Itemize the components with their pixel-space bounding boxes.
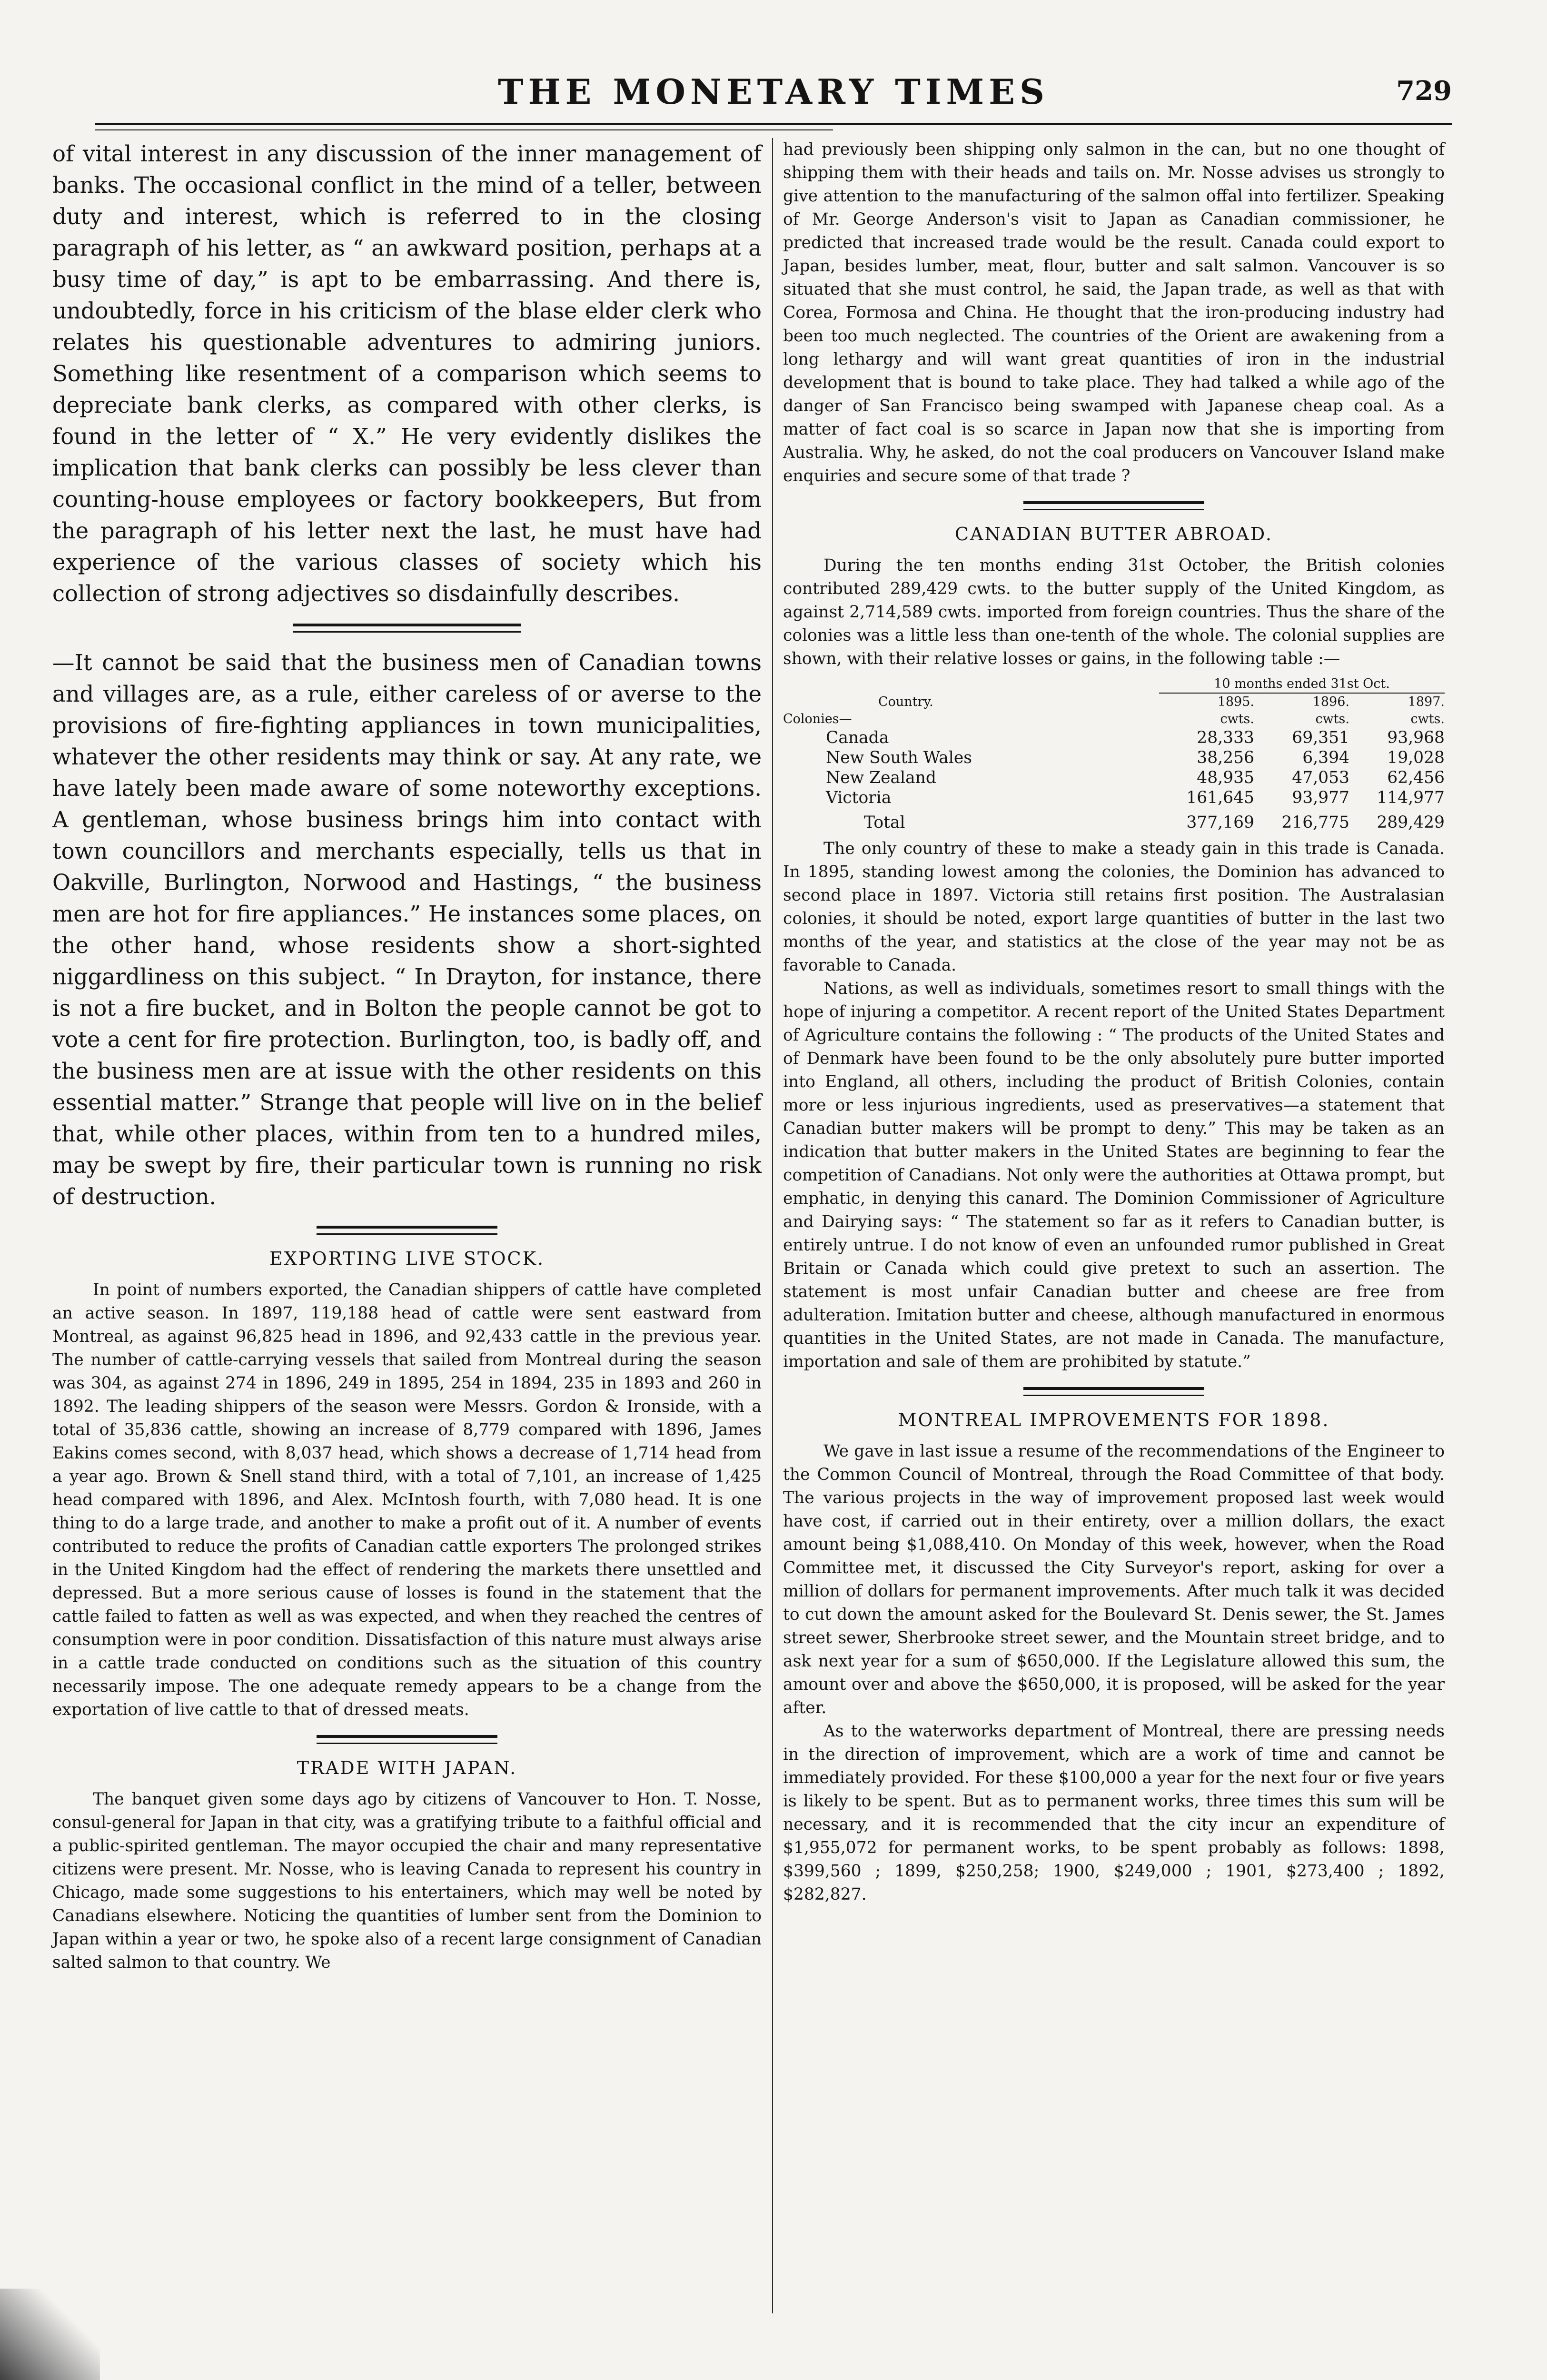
table-country-label: Country. (878, 694, 933, 709)
masthead (95, 71, 1452, 112)
publication-title: THE MONETARY TIMES (497, 71, 1050, 112)
table-period: 10 months ended 31st Oct. (1159, 675, 1445, 693)
table-year-1897: 1897. (1408, 694, 1445, 709)
table-cell: 62,456 (1387, 768, 1445, 787)
table-year-1895: 1895. (1217, 694, 1254, 709)
table-cell: 93,968 (1387, 728, 1445, 747)
paragraph-japan-continued: had previously been shipping only salmon in the can, but no one thought of shipping them with their heads and tails on. Mr. Nosse advises us strongly to give attention to the manufacturing of the salmon offal into fertilizer. Speaking of Mr. George Anderson's visit to Japan as Canadian commissioner, he predicted that increased trade would be the result. Canada could export to Japan, besides lumber, meat, flour, butter and salt salmon. Vancouver is so situated that she must control, he said, the Japan trade, as well as that with Corea, Formosa and China. He thought that the iron-producing industry had been too much neglected. The countries of the Orient are awakening from a long lethargy and will want great quantities of iron in the industrial development that is bound to take place. They had talked a while ago of the danger of San Francisco being swamped with Japanese cheap coal. As a matter of fact coal is so scarce in Japan now that she is importing from Australia. Why, he asked, do not the coal producers on Vancouver Island make enquiries and secure some of that trade ? (783, 140, 1445, 486)
section-separator (1023, 501, 1204, 510)
paragraph-butter-analysis: The only country of these to make a steady gain in this trade is Canada. In 1895, standing lowest among the colonies, the Dominion has advanced to second place in 1897. Victoria still retains first position. The Australasian colonies, it should be noted, export large quantities of butter in the last two months of the year, and statistics at the close of the year may not be as favorable to Canada. (783, 839, 1445, 975)
paragraph-montreal-roads: We gave in last issue a resume of the recommendations of the Engineer to the Common Council of Montreal, through the Road Committee of that body. The various projects in the way of improvement proposed last week would have cost, if carried out in their entirety, over a million dollars, the exact amount being $1,088,410. On Monday of this week, however, when the Road Committee met, it discussed the City Surveyor's report, asking for over a million of dollars for permanent improvements. After much talk it was decided to cut down the amount asked for the Boulevard St. Denis sewer, the St. James street sewer, Sherbrooke street sewer, and the Mountain street bridge, and to ask next year for a sum of $650,000. If the Legislature allowed this sum, the amount over and above the $650,000, it is proposed, will be asked for the year after. (783, 1442, 1445, 1717)
table-row-name: New South Wales (826, 748, 972, 767)
table-row (783, 788, 1445, 808)
table-row (783, 768, 1445, 788)
table-total-cell: 377,169 (1186, 813, 1254, 832)
header-rule (95, 123, 1452, 125)
butter-supply-table (783, 675, 1445, 833)
table-total-cell: 216,775 (1281, 813, 1349, 832)
left-column (52, 138, 762, 1974)
table-row-name: New Zealand (826, 768, 936, 787)
paragraph-live-stock: In point of numbers exported, the Canadian shippers of cattle have completed an active season. In 1897, 119,188 head of cattle were sent eastward from Montreal, as against 96,825 head in 1896, and 92,433 cattle in the previous year. The number of cattle-carrying vessels that sailed from Montreal during the season was 304, as against 274 in 1896, 249 in 1895, 254 in 1894, 235 in 1893 and 260 in 1892. The leading shippers of the season were Messrs. Gordon & Ironside, with a total of 35,836 cattle, showing an increase of 8,779 compared with 1896, James Eakins comes second, with 8,037 head, which shows a decrease of 1,714 head from a year ago. Brown & Snell stand third, with a total of 7,101, an increase of 1,425 head compared with 1896, and Alex. McIntosh fourth, with 7,080 head. It is one thing to do a large trade, and another to make a profit out of it. A number of events contributed to reduce the profits of Canadian cattle exporters The prolonged strikes in the United Kingdom had the effect of rendering the markets there unsettled and depressed. But a more serious cause of losses is found in the statement that the cattle failed to fatten as well as was expected, and when they reached the centres of consumption were in poor condition. Dissatisfaction of this nature must always arise in a cattle trade conducted on conditions such as the situation of this country necessarily impose. The one adequate remedy appears to be a change from the exportation of live cattle to that of dressed meats. (52, 1280, 762, 1719)
table-colonies-label: Colonies— (783, 712, 852, 726)
table-cell: 28,333 (1197, 728, 1254, 747)
table-year-1896: 1896. (1312, 694, 1349, 709)
table-cell: 93,977 (1292, 788, 1349, 807)
paragraph-fire-appliances: —It cannot be said that the business men of Canadian towns and villages are, as a rule, either careless of or averse to the provisions of fire-fighting appliances in town municipalities, whatever the other residents may think or say. At any rate, we have lately been made aware of some noteworthy exceptions. A gentleman, whose business brings him into contact with town councillors and merchants especially, tells us that in Oakville, Burlington, Norwood and Hastings, “ the business men are hot for fire appliances.” He instances some places, on the other hand, whose residents show a short-sighted niggardliness on this subject. “ In Drayton, for instance, there is not a fire bucket, and in Bolton the people cannot be got to vote a cent for fire protection. Burlington, too, is badly off, and the business men are at issue with the other residents on this essential matter.” Strange that people will live on in the belief that, while other places, within from ten to a hundred miles, may be swept by fire, their particular town is running no risk of destruction. (52, 650, 762, 1210)
section-separator (317, 1226, 497, 1235)
heading-canadian-butter: CANADIAN BUTTER ABROAD. (954, 524, 1273, 545)
section-separator (293, 624, 521, 633)
table-total-label: Total (864, 813, 905, 832)
table-unit: cwts. (1315, 712, 1349, 726)
table-total-row (783, 808, 1445, 833)
table-row (783, 748, 1445, 768)
table-row (783, 728, 1445, 748)
heading-exporting-live-stock: EXPORTING LIVE STOCK. (269, 1248, 545, 1269)
right-column (783, 138, 1445, 1906)
table-unit: cwts. (1410, 712, 1445, 726)
table-row-name: Victoria (826, 788, 892, 807)
section-separator (1023, 1387, 1204, 1396)
paragraph-butter-intro: During the ten months ending 31st October, the British colonies contributed 289,429 cwts. to the butter supply of the United Kingdom, as against 2,714,589 cwts. imported from foreign countries. Thus the share of the colonies was a little less than one-tenth of the whole. The colonial supplies are shown, with their relative losses or gains, in the following table :— (783, 556, 1445, 668)
table-cell: 161,645 (1186, 788, 1254, 807)
paragraph-montreal-waterworks: As to the waterworks department of Montreal, there are pressing needs in the direction of improvement, which are a work of time and cannot be immediately provided. For these $100,000 a year for the next four or five years is likely to be spent. But as to permanent works, three times this sum will be necessary, and it is recommended that the city incur an expenditure of $1,955,072 for permanent works, to be spent probably as follows: 1898, $399,560 ; 1899, $250,258; 1900, $249,000 ; 1901, $273,400 ; 1892, $282,827. (783, 1722, 1445, 1904)
column-divider (772, 138, 773, 2313)
table-cell: 38,256 (1197, 748, 1254, 767)
paragraph-butter-dispute: Nations, as well as individuals, sometimes resort to small things with the hope of injuring a competitor. A recent report of the United States Department of Agriculture contains the following : “ The products of the United States and of Denmark have been found to be the only absolutely pure butter imported into England, all others, including the product of British Colonies, contain more or less injurious ingredients, used as preservatives—a statement that Canadian butter makers will be prompt to deny.” This may be taken as an indication that butter makers in the United States are beginning to fear the competition of Canadians. Not only were the authorities at Ottawa prompt, but emphatic, in denying this canard. The Dominion Commissioner of Agriculture and Dairying says: “ The statement so far as it refers to Canadian butter, is entirely untrue. I do not know of even an unfounded rumor published in Great Britain or Canada which could give pretext to such an assertion. The statement is most unfair Canadian butter and cheese are free from adulteration. Imitation butter and cheese, although manufactured in enormous quantities in the United States, are not made in Canada. The manufacture, importation and sale of them are prohibited by statute.” (783, 979, 1445, 1371)
header-rule-thin (95, 129, 833, 130)
table-cell: 6,394 (1302, 748, 1349, 767)
table-cell: 114,977 (1377, 788, 1445, 807)
table-cell: 19,028 (1387, 748, 1445, 767)
table-cell: 48,935 (1197, 768, 1254, 787)
table-unit: cwts. (1220, 712, 1254, 726)
page-number: 729 (1396, 75, 1452, 107)
section-separator (317, 1735, 497, 1744)
heading-montreal-improvements: MONTREAL IMPROVEMENTS FOR 1898. (898, 1409, 1330, 1430)
paragraph-trade-japan: The banquet given some days ago by citizens of Vancouver to Hon. T. Nosse, consul-general for Japan in that city, was a gratifying tribute to a faithful official and a public-spirited gentleman. The mayor occupied the chair and many representative citizens were present. Mr. Nosse, who is leaving Canada to represent his country in Chicago, made some suggestions to his entertainers, which may well be noted by Canadians elsewhere. Noticing the quantities of lumber sent from the Dominion to Japan within a year or two, he spoke also of a recent large consignment of Canadian salted salmon to that country. We (52, 1790, 762, 1972)
paragraph-bank-clerks: of vital interest in any discussion of the inner management of banks. The occasional conflict in the mind of a teller, between duty and interest, which is referred to in the closing paragraph of his letter, as “ an awkward position, perhaps at a busy time of day,” is apt to be embarrassing. And there is, undoubtedly, force in his criticism of the blase elder clerk who relates his questionable adventures to admiring juniors. Something like resentment of a comparison which seems to depreciate bank clerks, as compared with other clerks, is found in the letter of “ X.” He very evidently dislikes the implication that bank clerks can possibly be less clever than counting-house employees or factory bookkeepers, But from the paragraph of his letter next the last, he must have had experience of the various classes of society which his collection of strong adjectives so disdainfully describes. (52, 141, 762, 606)
table-cell: 69,351 (1292, 728, 1349, 747)
page-edge-shadow (0, 2289, 100, 2380)
table-total-cell: 289,429 (1377, 813, 1445, 832)
table-cell: 47,053 (1292, 768, 1349, 787)
heading-trade-with-japan: TRADE WITH JAPAN. (297, 1757, 517, 1778)
table-row-name: Canada (826, 728, 889, 747)
